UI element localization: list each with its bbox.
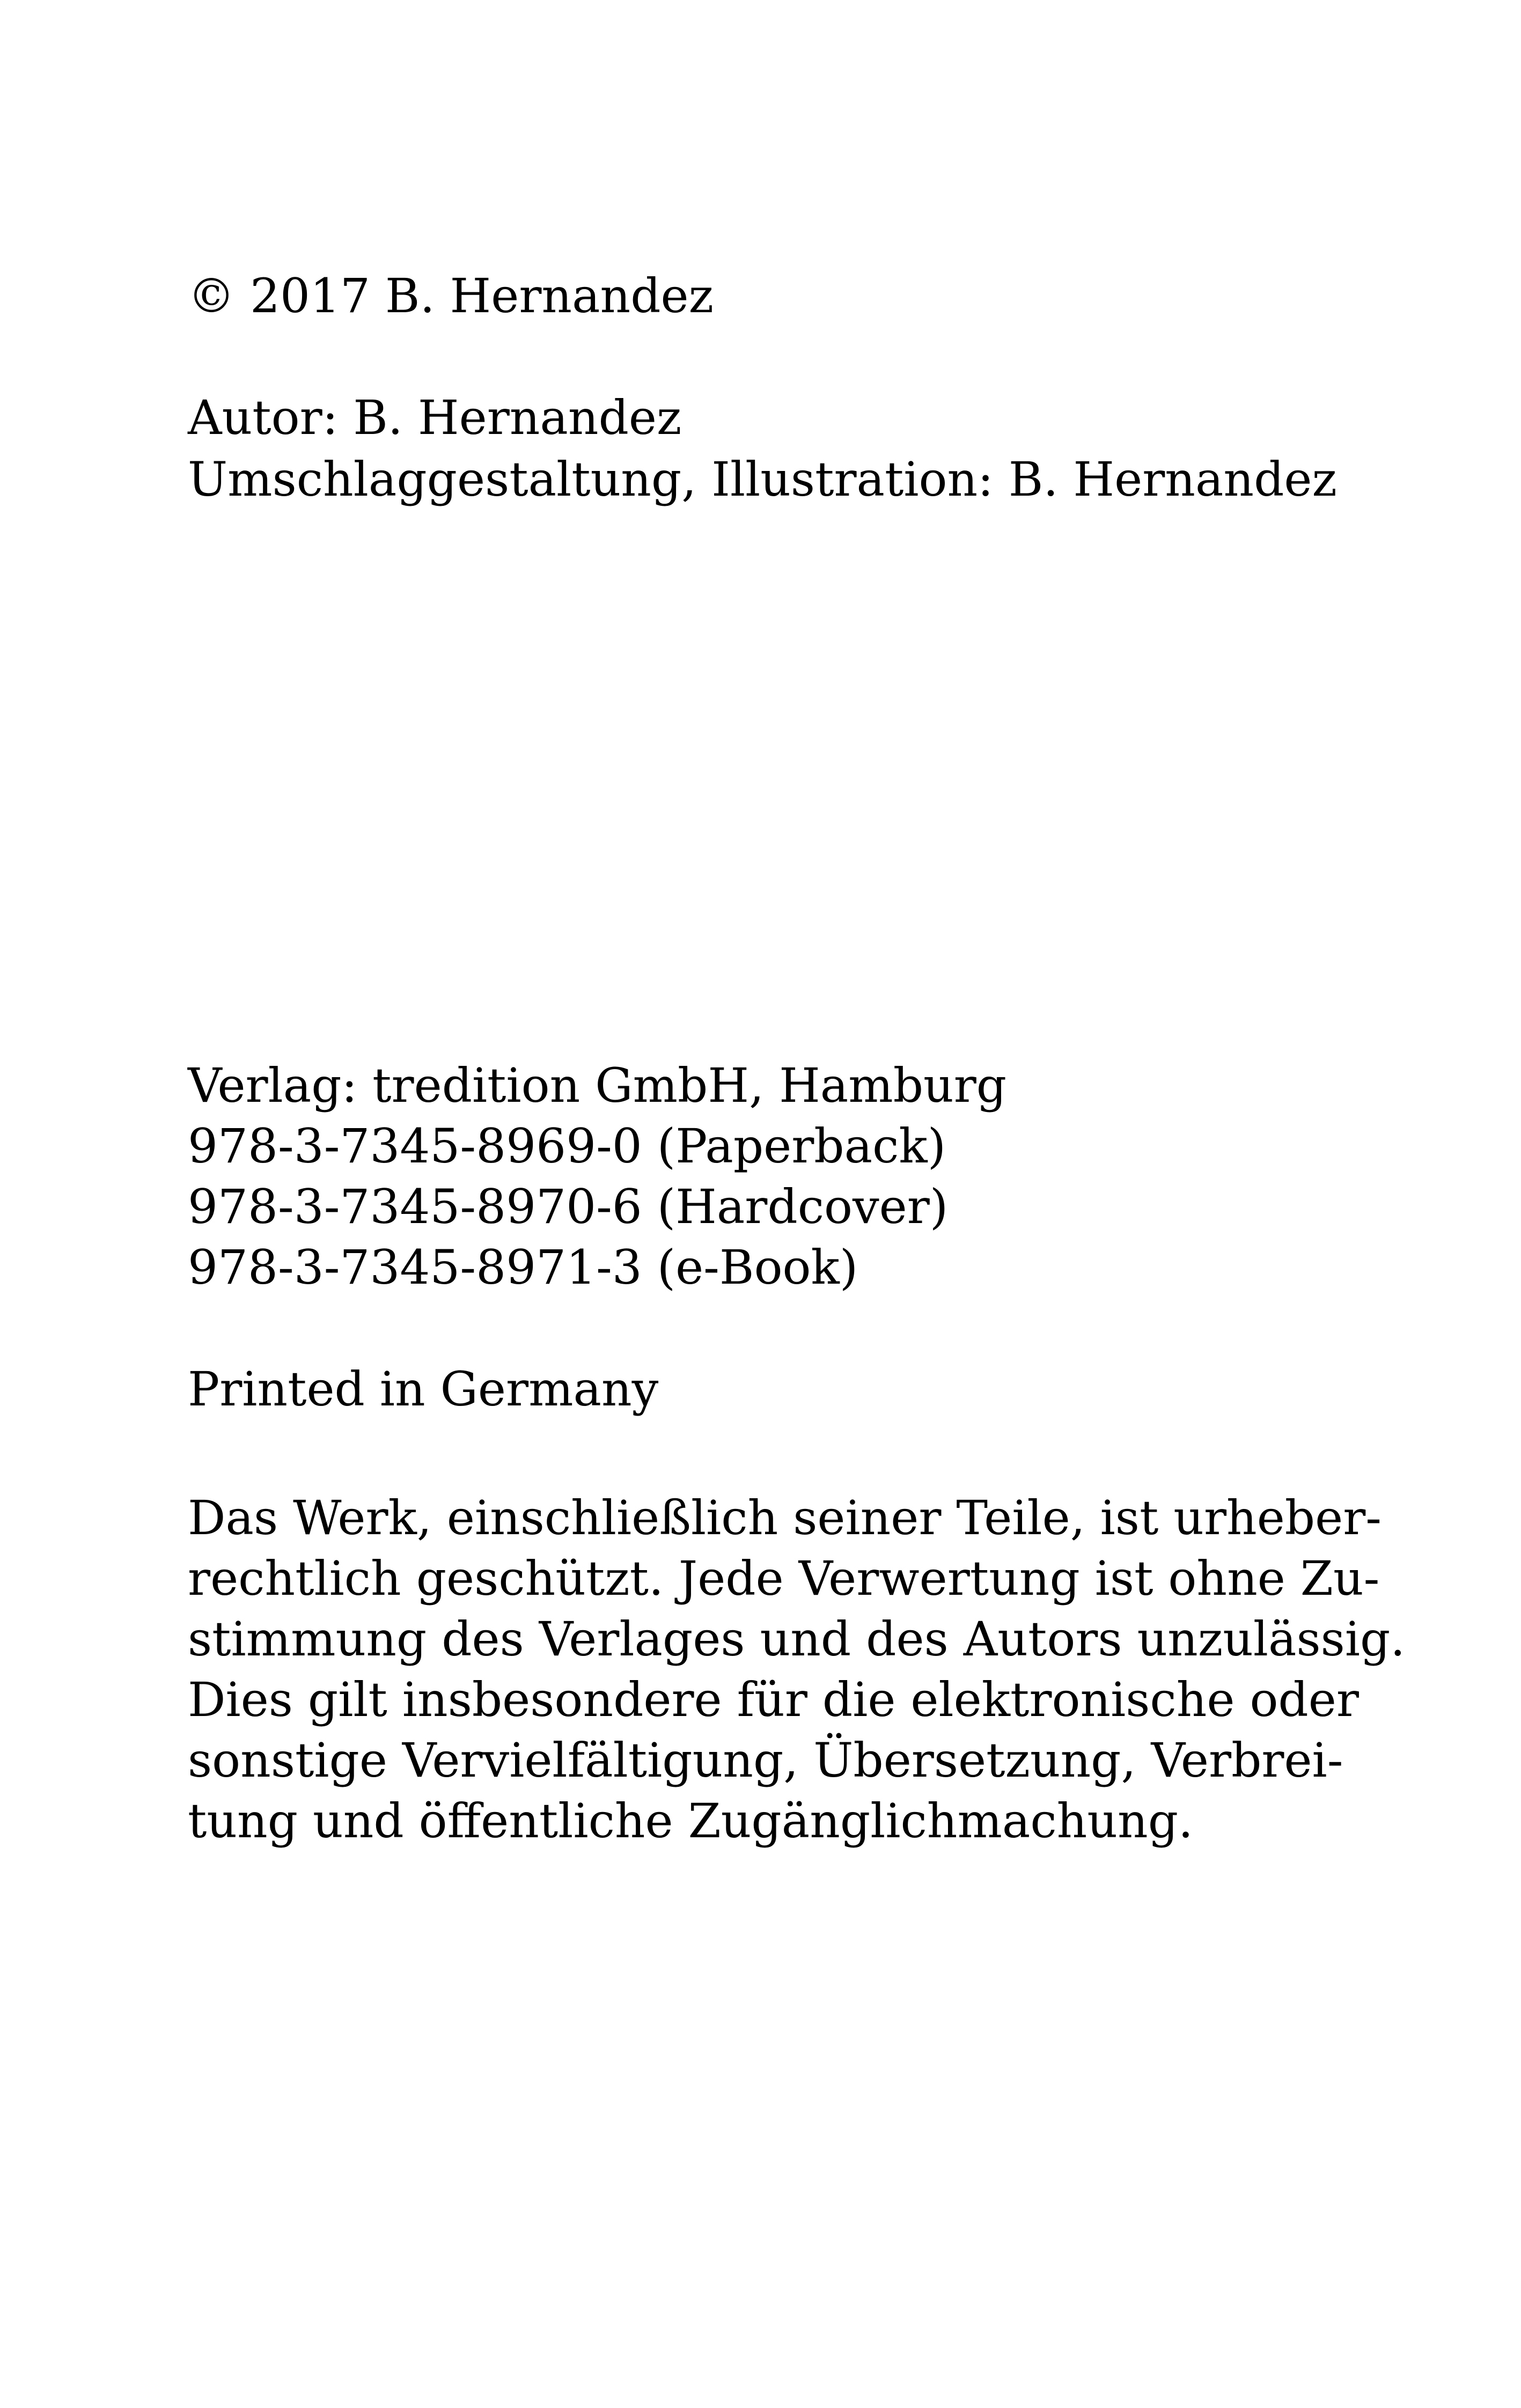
legal-line: tung und öffentliche Zugänglichmachung. <box>188 1793 1193 1849</box>
legal-line: Dies gilt insbesondere für die elektronische oder <box>188 1672 1359 1727</box>
isbn-ebook: 978-3-7345-8971-3 (e-Book) <box>188 1240 858 1295</box>
author-credit: Autor: B. Hernandez <box>188 390 682 445</box>
legal-line: sonstige Vervielfältigung, Übersetzung, Verbrei- <box>188 1733 1343 1788</box>
legal-line: stimmung des Verlages und des Autors unzulässig. <box>188 1611 1406 1667</box>
legal-line: Das Werk, einschließlich seiner Teile, ist urheber- <box>188 1490 1382 1545</box>
printed-in-notice: Printed in Germany <box>188 1361 659 1417</box>
copyright-notice: © 2017 B. Hernandez <box>188 268 714 323</box>
isbn-paperback: 978-3-7345-8969-0 (Paperback) <box>188 1118 946 1174</box>
cover-design-credit: Umschlaggestaltung, Illustration: B. Hernandez <box>188 452 1337 507</box>
legal-line: rechtlich geschützt. Jede Verwertung ist ohne Zu- <box>188 1551 1380 1606</box>
publisher-line: Verlag: tredition GmbH, Hamburg <box>188 1058 1007 1113</box>
isbn-hardcover: 978-3-7345-8970-6 (Hardcover) <box>188 1179 949 1234</box>
copyright-legal-paragraph <box>188 1487 1406 1851</box>
